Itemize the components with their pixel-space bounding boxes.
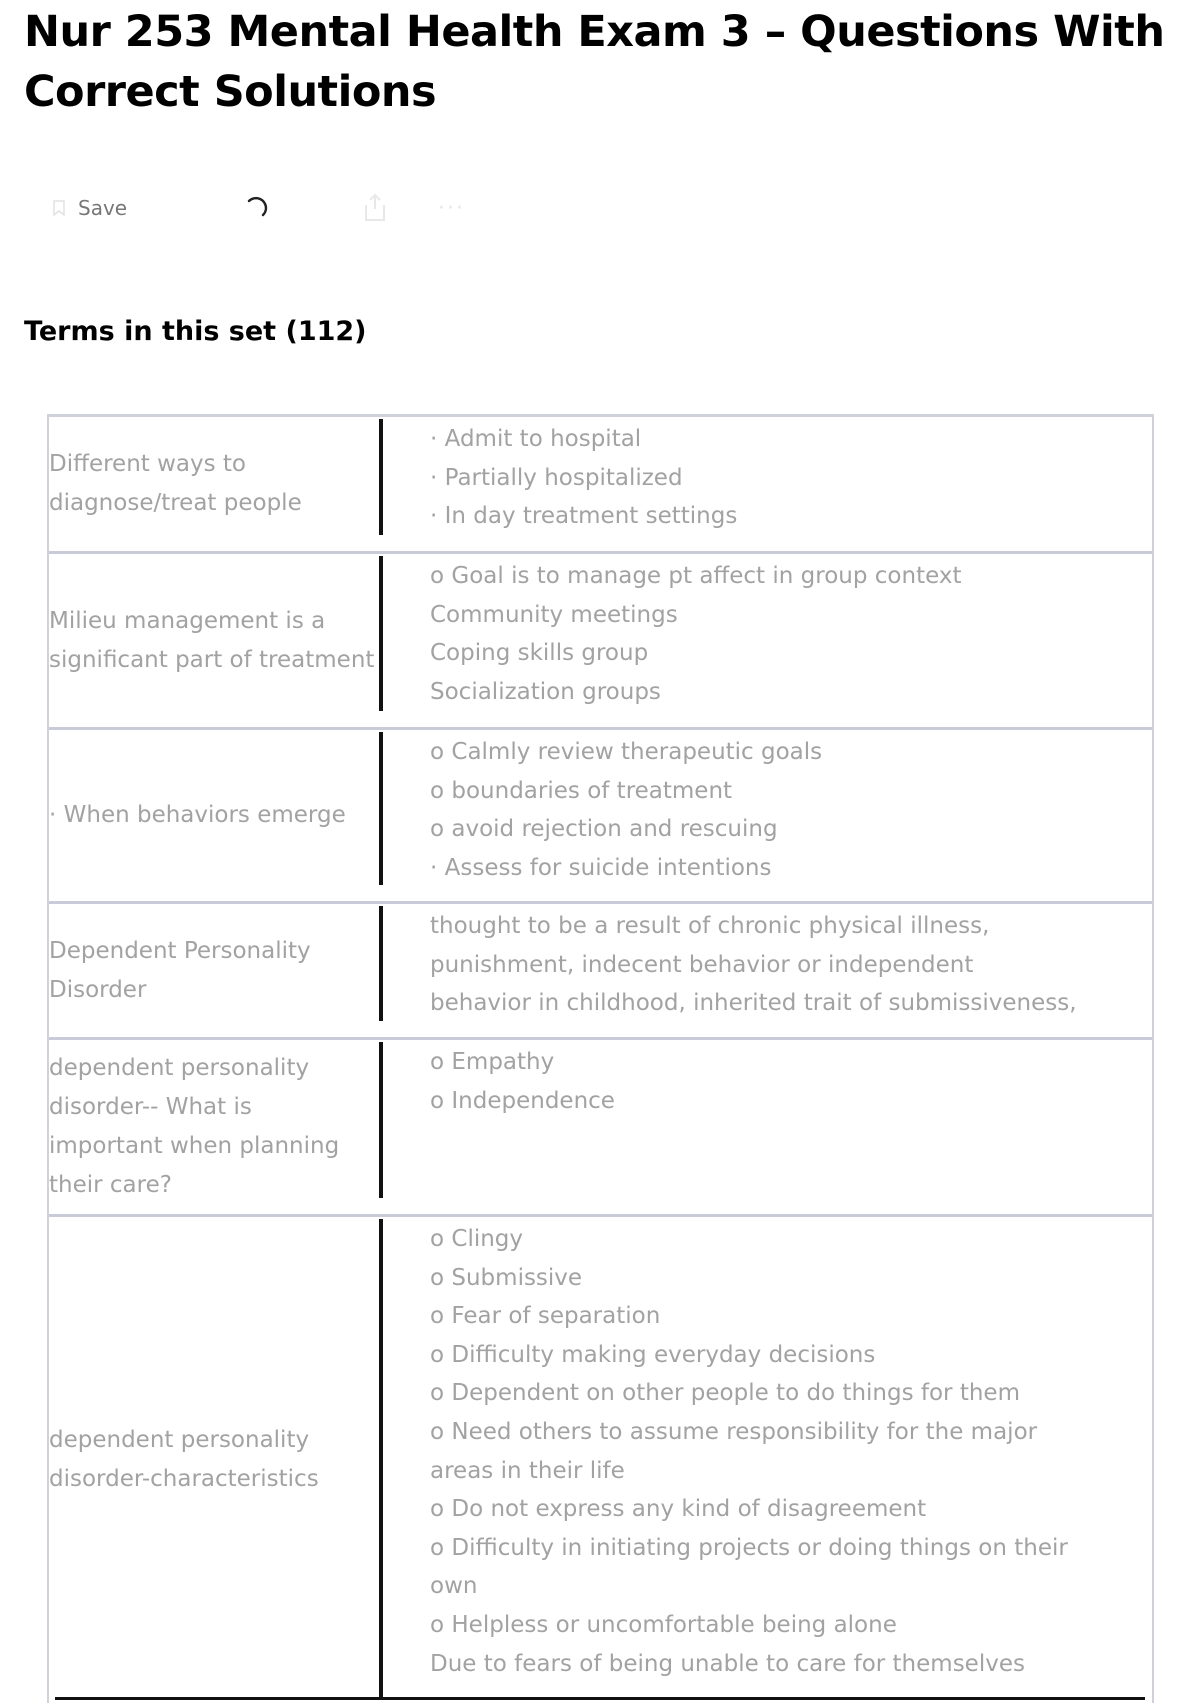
definition-line: · In day treatment settings	[430, 503, 738, 530]
row-divider	[379, 1219, 383, 1699]
more-icon[interactable]: ···	[438, 195, 465, 221]
definition-line: o Calmly review therapeutic goals	[430, 739, 823, 765]
definition-line: Socialization groups	[430, 678, 661, 705]
row-divider	[379, 732, 383, 885]
page-title: Nur 253 Mental Health Exam 3 – Questions With Correct Solutions	[24, 7, 1165, 117]
definition-line: o Empathy	[430, 1049, 555, 1075]
definition	[430, 557, 1132, 711]
term-text: dependent personality disorder-- What is important when planning their care?	[49, 1055, 340, 1198]
save-button[interactable]	[52, 188, 127, 228]
definition	[430, 907, 1132, 1023]
term-row	[49, 1040, 1152, 1217]
definition-line: Coping skills group	[430, 640, 649, 667]
term-row	[49, 1217, 1152, 1703]
definition	[430, 420, 1132, 536]
definition-line: o Independence	[430, 1087, 615, 1114]
definition-line: o avoid rejection and rescuing	[430, 816, 778, 843]
term-text: Dependent Personality Disorder	[49, 937, 311, 1003]
term-row	[49, 730, 1152, 904]
definition-line: behavior in childhood, inherited trait of submissiveness,	[430, 990, 1077, 1017]
row-divider	[379, 556, 383, 711]
definition-line: o Do not express any kind of disagreement	[430, 1496, 927, 1523]
row-divider	[379, 419, 383, 535]
definition	[430, 1043, 1132, 1120]
bookmark-icon	[52, 200, 66, 216]
definition-line: Due to fears of being unable to care for themselves	[430, 1650, 1025, 1677]
definition-line: o Fear of separation	[430, 1303, 661, 1330]
definition-line: o Dependent on other people to do things for them	[430, 1380, 1020, 1407]
row-divider	[379, 906, 383, 1021]
definition-line: o Need others to assume responsibility for the major	[430, 1418, 1038, 1445]
definition-line: · Assess for suicide intentions	[430, 854, 772, 881]
term-text: · When behaviors emerge	[49, 802, 346, 828]
term-row	[49, 904, 1152, 1040]
definition-line: o boundaries of treatment	[430, 777, 733, 804]
share-icon[interactable]	[362, 188, 388, 228]
definition-line: · Admit to hospital	[430, 426, 642, 452]
definition-line: · Partially hospitalized	[430, 464, 683, 491]
term-text: dependent personality disorder-characteristics	[49, 1427, 319, 1492]
loading-spinner-icon	[244, 188, 270, 228]
definition-line: o Helpless or uncomfortable being alone	[430, 1611, 897, 1638]
definition	[430, 1220, 1132, 1683]
definition-line: thought to be a result of chronic physical illness,	[430, 913, 990, 939]
definition-line: punishment, indecent behavior or independent	[430, 951, 974, 978]
definition-line: areas in their life	[430, 1457, 625, 1484]
definition-line: own	[430, 1573, 478, 1600]
toolbar	[52, 188, 512, 228]
definition-line: o Difficulty in initiating projects or doing things on their	[430, 1534, 1068, 1561]
definition-line: o Goal is to manage pt affect in group context	[430, 563, 962, 589]
definition	[430, 733, 1132, 887]
terms-count-heading: Terms in this set (112)	[24, 316, 367, 347]
term-text: Milieu management is a significant part of treatment	[49, 607, 375, 673]
definition-line: o Submissive	[430, 1264, 583, 1291]
definition-line: o Difficulty making everyday decisions	[430, 1341, 876, 1368]
definition-line: o Clingy	[430, 1226, 524, 1252]
term-text: Different ways to diagnose/treat people	[49, 451, 302, 516]
definition-line: Community meetings	[430, 601, 678, 628]
row-divider	[379, 1042, 383, 1198]
save-label: Save	[78, 196, 128, 220]
term-row	[49, 417, 1152, 554]
term-row	[49, 554, 1152, 730]
terms-table	[47, 414, 1154, 1703]
